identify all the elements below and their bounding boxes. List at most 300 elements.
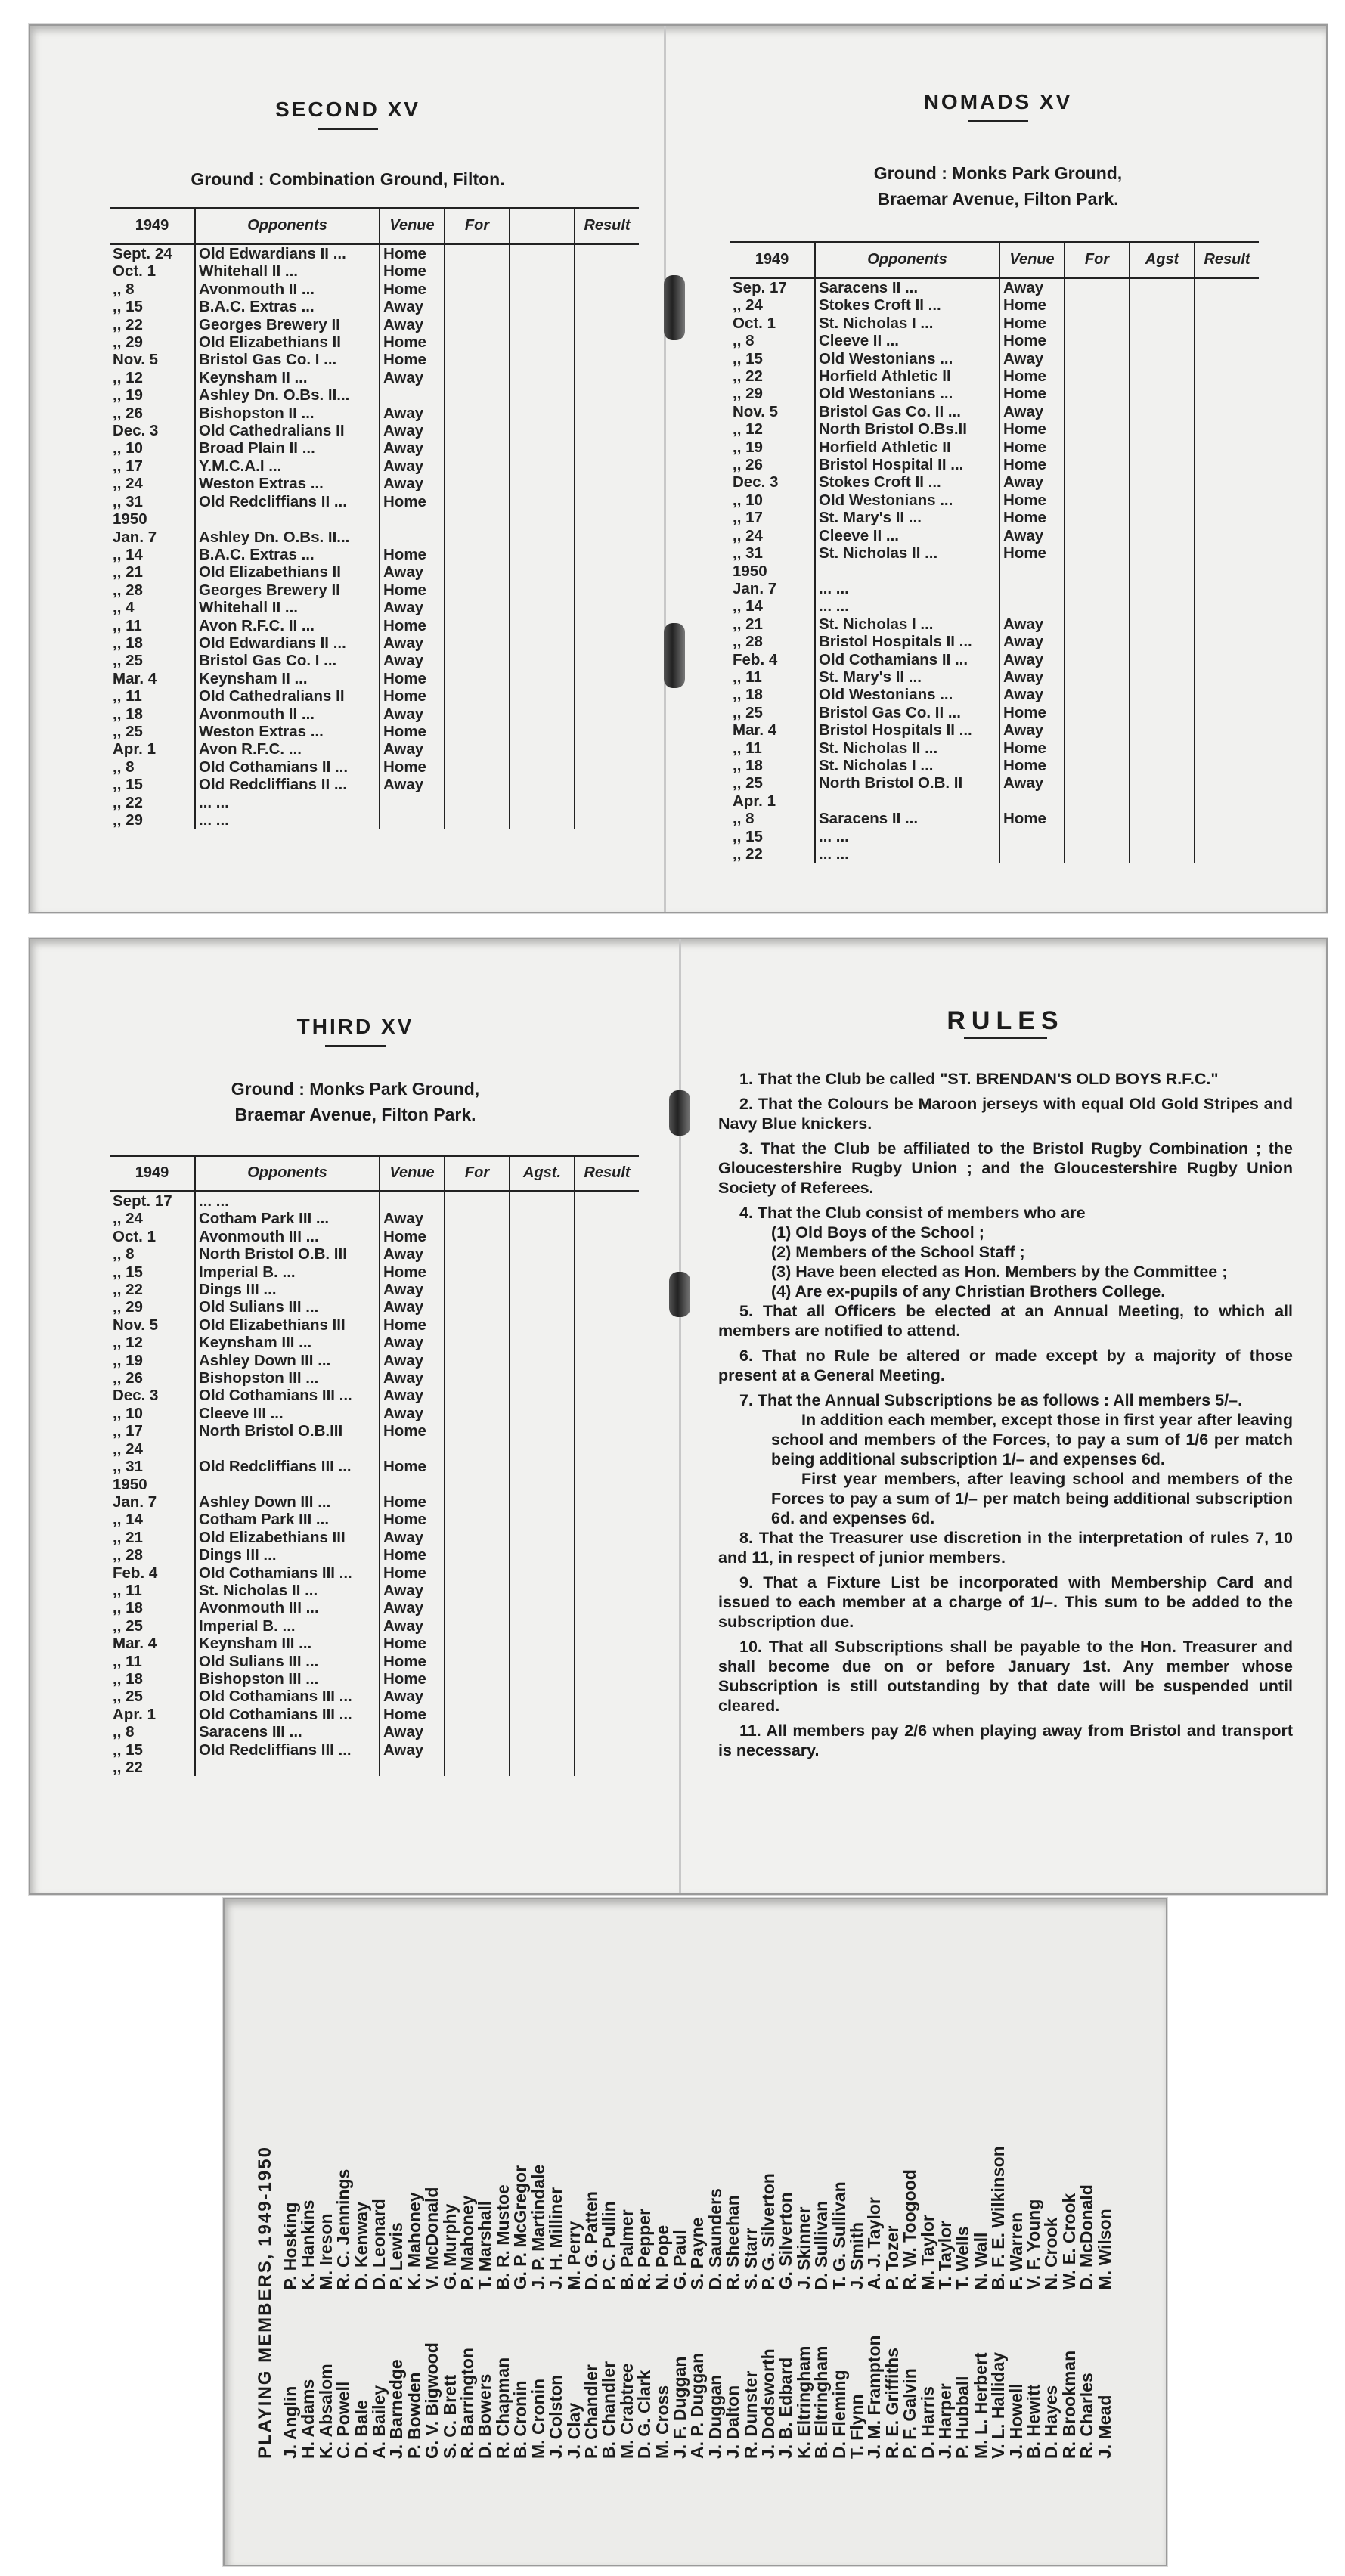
opponent-cell: St. Nicholas II ...	[195, 1582, 380, 1599]
empty-cell	[510, 1493, 575, 1511]
table-row	[110, 1440, 639, 1458]
table-row	[110, 1529, 639, 1546]
empty-cell	[1065, 456, 1130, 473]
table-row	[730, 420, 1259, 438]
column-header: Venue	[999, 243, 1065, 278]
opponent-cell: Old Cathedralians II	[195, 687, 380, 705]
rule-item: 3. That the Club be affiliated to the Bristol Rugby Combination ; the Gloucestershire Rugby Union ; and the Gloucestershire Rugby Union Society of Referees.	[718, 1139, 1293, 1197]
empty-cell	[1130, 615, 1195, 633]
venue-cell: Away	[999, 278, 1065, 297]
empty-cell	[510, 1653, 575, 1670]
section-title: NOMADS XV	[923, 90, 1073, 113]
empty-cell	[575, 1352, 639, 1369]
venue-cell: Away	[999, 615, 1065, 633]
venue-cell	[380, 386, 445, 404]
opponent-cell: St. Nicholas I ...	[815, 315, 999, 332]
member-name: N. Crook	[1041, 2217, 1061, 2290]
member-name: V. L. Halliday	[988, 2351, 1009, 2459]
table-row	[110, 599, 639, 616]
empty-cell	[1195, 686, 1259, 703]
date-cell: Jan. 7	[113, 528, 157, 546]
table-row	[110, 776, 639, 793]
empty-cell	[445, 1564, 510, 1582]
empty-cell	[575, 705, 639, 723]
opponent-cell: Whitehall II ...	[195, 599, 380, 616]
opponent-cell: Bishopston III ...	[195, 1670, 380, 1688]
empty-cell	[1130, 580, 1195, 597]
table-row	[110, 298, 639, 315]
empty-cell	[1130, 332, 1195, 349]
empty-cell	[510, 1458, 575, 1475]
venue-cell: Home	[380, 333, 445, 351]
empty-cell	[1065, 296, 1130, 314]
empty-cell	[445, 422, 510, 439]
empty-cell	[575, 1228, 639, 1245]
rule-subitem: (3) Have been elected as Hon. Members by the Committee ;	[771, 1263, 1228, 1281]
column-header: Result	[575, 209, 639, 244]
table-row	[730, 473, 1259, 491]
venue-cell: Away	[999, 721, 1065, 739]
venue-cell: Home	[380, 1263, 445, 1281]
opponent-cell: North Bristol O.B. III	[195, 1245, 380, 1263]
empty-cell	[1195, 651, 1259, 668]
empty-cell	[575, 386, 639, 404]
venue-cell: Away	[380, 439, 445, 457]
empty-cell	[575, 1192, 639, 1211]
opponent-cell: Dings III ...	[195, 1546, 380, 1564]
member-name: R. Dunster	[740, 2370, 761, 2459]
member-name: T. Flynn	[847, 2394, 866, 2459]
opponent-cell: Old Elizabethians II	[195, 563, 380, 581]
empty-cell	[445, 776, 510, 793]
date-cell: ,, 10	[113, 1404, 143, 1422]
venue-cell	[380, 1440, 445, 1458]
empty-cell	[510, 1369, 575, 1387]
empty-cell	[1065, 845, 1130, 863]
venue-cell	[380, 811, 445, 829]
opponent-cell: ... ...	[815, 845, 999, 863]
venue-cell: Away	[380, 563, 445, 581]
date-cell: ,, 14	[113, 545, 143, 563]
date-cell: ,, 18	[113, 1669, 143, 1688]
venue-cell: Home	[380, 1653, 445, 1670]
empty-cell	[575, 351, 639, 368]
empty-cell	[1130, 385, 1195, 402]
venue-cell: Away	[380, 1210, 445, 1227]
rules-title: RULES	[947, 1006, 1065, 1035]
empty-cell	[1130, 527, 1195, 544]
table-header-row	[110, 1156, 639, 1192]
member-name: R. Charles	[1077, 2373, 1097, 2459]
date-cell: ,, 11	[113, 616, 142, 634]
empty-cell	[575, 1599, 639, 1617]
opponent-cell: Cleeve II ...	[815, 527, 999, 544]
empty-cell	[1130, 792, 1195, 810]
empty-cell	[1195, 757, 1259, 774]
venue-cell: Away	[380, 1405, 445, 1422]
date-cell: ,, 22	[733, 845, 763, 863]
date-cell: Sept. 24	[113, 245, 172, 262]
member-name: M. L. Herbert	[970, 2352, 990, 2459]
venue-cell: Away	[380, 1723, 445, 1741]
empty-cell	[575, 546, 639, 563]
date-cell: ,, 11	[113, 687, 142, 705]
table-row	[730, 739, 1259, 757]
table-row	[110, 1458, 639, 1475]
table-row	[730, 385, 1259, 402]
member-name: V. F. Young	[1024, 2199, 1044, 2290]
opponent-cell: Imperial B. ...	[195, 1263, 380, 1281]
column-header: 1949	[730, 243, 815, 278]
table-row	[730, 686, 1259, 703]
rule-subitem: (4) Are ex-pupils of any Christian Brothers College.	[771, 1282, 1166, 1300]
date-cell: 1950	[113, 510, 147, 529]
empty-cell	[575, 670, 639, 687]
venue-cell: Home	[380, 1564, 445, 1582]
date-cell: ,, 12	[113, 1334, 143, 1352]
date-cell: Nov. 5	[733, 402, 778, 420]
empty-cell	[1065, 439, 1130, 456]
table-row	[110, 1635, 639, 1652]
venue-cell	[380, 510, 445, 528]
empty-cell	[1195, 420, 1259, 438]
member-name: D. Hayes	[1041, 2385, 1061, 2459]
empty-cell	[510, 1334, 575, 1351]
date-cell: ,, 15	[113, 298, 143, 316]
empty-cell	[575, 1582, 639, 1599]
opponent-cell: Ashley Down III ...	[195, 1352, 380, 1369]
opponent-cell: North Bristol O.B. II	[815, 774, 999, 792]
empty-cell	[575, 405, 639, 422]
empty-cell	[1130, 563, 1195, 580]
venue-cell: Away	[380, 1387, 445, 1404]
date-cell: ,, 28	[733, 633, 763, 651]
member-name: N. Pope	[652, 2224, 672, 2290]
member-name: A. Bailey	[369, 2385, 389, 2459]
empty-cell	[1195, 739, 1259, 757]
empty-cell	[1130, 456, 1195, 473]
empty-cell	[1065, 527, 1130, 544]
table-row	[730, 704, 1259, 721]
member-name: J. Smith	[847, 2221, 866, 2290]
empty-cell	[1130, 509, 1195, 526]
empty-cell	[575, 298, 639, 315]
venue-cell: Away	[380, 316, 445, 333]
empty-cell	[575, 1281, 639, 1298]
column-header: For	[1065, 243, 1130, 278]
member-name: M. Cronin	[528, 2378, 548, 2459]
empty-cell	[510, 1564, 575, 1582]
venue-cell: Home	[380, 1706, 445, 1723]
member-name: M. Perry	[563, 2221, 584, 2290]
date-cell: Dec. 3	[733, 473, 779, 491]
venue-cell	[380, 529, 445, 546]
opponent-cell: St. Mary's II ...	[815, 668, 999, 686]
member-name: H. Adams	[298, 2379, 318, 2459]
empty-cell	[1065, 597, 1130, 615]
opponent-cell: Georges Brewery II	[195, 316, 380, 333]
empty-cell	[445, 298, 510, 315]
empty-cell	[1195, 597, 1259, 615]
empty-cell	[1195, 845, 1259, 863]
empty-cell	[1130, 651, 1195, 668]
ground-line: Braemar Avenue, Filton Park.	[877, 189, 1119, 209]
empty-cell	[510, 493, 575, 510]
date-cell: ,, 8	[113, 280, 135, 298]
member-name: G. Silverton	[776, 2192, 796, 2290]
empty-cell	[1130, 350, 1195, 367]
playing-members-page	[223, 1898, 1167, 2566]
date-cell: 1950	[113, 1475, 147, 1493]
date-cell: ,, 19	[733, 438, 763, 456]
rules-section	[718, 1006, 1293, 1765]
date-cell: ,, 22	[113, 1759, 143, 1776]
table-row	[110, 1228, 639, 1245]
member-name: G. Paul	[669, 2230, 690, 2290]
opponent-cell: Georges Brewery II	[195, 581, 380, 599]
opponent-cell: Ashley Dn. O.Bs. II...	[195, 529, 380, 546]
member-name: N. Wall	[970, 2232, 990, 2290]
member-name: J. Skinner	[793, 2206, 814, 2290]
table-header-row	[110, 209, 639, 244]
table-row	[730, 615, 1259, 633]
empty-cell	[575, 794, 639, 811]
empty-cell	[510, 1582, 575, 1599]
empty-cell	[1195, 456, 1259, 473]
venue-cell: Home	[999, 420, 1065, 438]
empty-cell	[445, 617, 510, 634]
date-cell: Jan. 7	[733, 579, 777, 597]
table-row	[110, 1653, 639, 1670]
empty-cell	[575, 1546, 639, 1564]
empty-cell	[1195, 332, 1259, 349]
empty-cell	[445, 634, 510, 652]
opponent-cell: Bishopston II ...	[195, 405, 380, 422]
member-name: K. Mahoney	[404, 2192, 424, 2290]
opponent-cell: ... ...	[195, 1192, 380, 1211]
table-row	[110, 1316, 639, 1334]
opponent-cell: North Bristol O.B.III	[195, 1422, 380, 1440]
member-name: R. W. Toogood	[900, 2169, 920, 2290]
venue-cell: Home	[380, 262, 445, 280]
empty-cell	[575, 1369, 639, 1387]
member-name: D. Bowers	[475, 2373, 495, 2459]
opponent-cell: Ashley Down III ...	[195, 1493, 380, 1511]
date-cell: Apr. 1	[113, 1705, 156, 1723]
opponent-cell: ... ...	[815, 597, 999, 615]
empty-cell	[1195, 315, 1259, 332]
empty-cell	[1065, 739, 1130, 757]
venue-cell: Away	[380, 1741, 445, 1759]
empty-cell	[575, 723, 639, 740]
date-cell: ,, 18	[733, 756, 763, 774]
table-row	[110, 1564, 639, 1582]
table-row	[110, 1688, 639, 1705]
empty-cell	[510, 1670, 575, 1688]
member-name: J. Harper	[935, 2383, 956, 2459]
date-cell: ,, 11	[733, 739, 762, 757]
empty-cell	[1065, 563, 1130, 580]
member-name: K. Absalom	[315, 2364, 336, 2459]
date-cell: ,, 24	[733, 296, 763, 315]
table-row	[110, 351, 639, 368]
table-row	[110, 1334, 639, 1351]
venue-cell: Away	[380, 1281, 445, 1298]
venue-cell: Home	[380, 1493, 445, 1511]
staple	[669, 1272, 690, 1317]
third-xv-page	[53, 1015, 658, 1127]
table-row	[110, 1546, 639, 1564]
opponent-cell: Ashley Dn. O.Bs. II...	[195, 386, 380, 404]
date-cell: ,, 29	[113, 811, 143, 829]
empty-cell	[1065, 615, 1130, 633]
table-row	[110, 1369, 639, 1387]
table-row	[730, 350, 1259, 367]
empty-cell	[445, 1298, 510, 1316]
venue-cell: Home	[999, 757, 1065, 774]
member-name: P. Tozer	[882, 2225, 902, 2290]
table-row	[730, 828, 1259, 845]
empty-cell	[575, 776, 639, 793]
empty-cell	[575, 281, 639, 298]
date-cell: ,, 25	[113, 1617, 143, 1635]
venue-cell: Away	[380, 705, 445, 723]
empty-cell	[1065, 420, 1130, 438]
member-name: T. Marshall	[475, 2200, 495, 2290]
fixtures-table	[730, 241, 1259, 863]
empty-cell	[575, 617, 639, 634]
empty-cell	[510, 1263, 575, 1281]
empty-cell	[445, 1281, 510, 1298]
opponent-cell: ... ...	[815, 580, 999, 597]
empty-cell	[445, 1263, 510, 1281]
opponent-cell: Old Redcliffians II ...	[195, 493, 380, 510]
date-cell: ,, 25	[733, 774, 763, 792]
venue-cell: Away	[380, 1298, 445, 1316]
empty-cell	[1065, 792, 1130, 810]
opponent-cell: Bristol Gas Co. II ...	[815, 403, 999, 420]
empty-cell	[1130, 810, 1195, 827]
table-row	[730, 278, 1259, 297]
member-name: R. E. Griffiths	[882, 2348, 902, 2459]
member-name: B. Palmer	[616, 2209, 637, 2290]
member-name: P. Hubball	[953, 2376, 973, 2459]
empty-cell	[510, 776, 575, 793]
empty-cell	[510, 1440, 575, 1458]
empty-cell	[510, 758, 575, 776]
empty-cell	[445, 546, 510, 563]
empty-cell	[1130, 739, 1195, 757]
date-cell: ,, 10	[733, 491, 763, 509]
opponent-cell: Dings III ...	[195, 1281, 380, 1298]
table-row	[110, 811, 639, 829]
empty-cell	[575, 1245, 639, 1263]
empty-cell	[575, 1458, 639, 1475]
empty-cell	[510, 1422, 575, 1440]
empty-cell	[510, 723, 575, 740]
member-name: C. Powell	[333, 2381, 354, 2459]
venue-cell: Away	[380, 1369, 445, 1387]
empty-cell	[575, 369, 639, 386]
empty-cell	[510, 687, 575, 705]
venue-cell: Away	[380, 599, 445, 616]
member-name: B. R. Mustoe	[492, 2184, 513, 2290]
opponent-cell	[815, 792, 999, 810]
member-name: R. Barrington	[457, 2348, 478, 2459]
date-cell: ,, 14	[113, 1511, 143, 1529]
rule-item: 2. That the Colours be Maroon jerseys with equal Old Gold Stripes and Navy Blue knickers.	[718, 1095, 1293, 1133]
opponent-cell: Old Redcliffians III ...	[195, 1741, 380, 1759]
empty-cell	[1130, 597, 1195, 615]
venue-cell: Away	[380, 405, 445, 422]
empty-cell	[1065, 332, 1130, 349]
venue-cell: Home	[999, 491, 1065, 509]
table-row	[110, 1493, 639, 1511]
empty-cell	[510, 475, 575, 492]
venue-cell: Home	[380, 1422, 445, 1440]
date-cell: Apr. 1	[113, 740, 156, 758]
empty-cell	[445, 670, 510, 687]
date-cell: ,, 29	[113, 1298, 143, 1316]
opponent-cell: ... ...	[195, 794, 380, 811]
empty-cell	[445, 1476, 510, 1493]
venue-cell: Home	[380, 687, 445, 705]
title-underline	[964, 1037, 1047, 1039]
empty-cell	[1065, 651, 1130, 668]
table-row	[110, 1599, 639, 1617]
opponent-cell: Broad Plain II ...	[195, 439, 380, 457]
column-header: Opponents	[195, 209, 380, 244]
empty-cell	[575, 563, 639, 581]
empty-cell	[445, 369, 510, 386]
empty-cell	[510, 617, 575, 634]
rule-item: 8. That the Treasurer use discretion in the interpretation of rules 7, 10 and 11, in respect of junior members.	[718, 1529, 1293, 1567]
venue-cell: Home	[999, 385, 1065, 402]
table-row	[110, 1670, 639, 1688]
venue-cell: Away	[999, 633, 1065, 650]
opponent-cell	[195, 1476, 380, 1493]
empty-cell	[1130, 721, 1195, 739]
date-cell: ,, 28	[113, 1546, 143, 1564]
empty-cell	[445, 333, 510, 351]
date-cell: ,, 15	[733, 349, 763, 367]
empty-cell	[445, 723, 510, 740]
column-header: 1949	[110, 209, 195, 244]
empty-cell	[510, 1387, 575, 1404]
empty-cell	[1065, 668, 1130, 686]
empty-cell	[445, 1529, 510, 1546]
empty-cell	[575, 634, 639, 652]
empty-cell	[510, 1245, 575, 1263]
empty-cell	[1195, 615, 1259, 633]
empty-cell	[445, 1316, 510, 1334]
empty-cell	[510, 1192, 575, 1211]
venue-cell: Away	[999, 350, 1065, 367]
empty-cell	[1195, 563, 1259, 580]
empty-cell	[445, 1228, 510, 1245]
date-cell: ,, 24	[113, 1440, 143, 1458]
empty-cell	[510, 599, 575, 616]
member-name: J. Howell	[1006, 2383, 1026, 2459]
rule-paragraph: First year members, after leaving school and members of the Forces to pay a sum of 1/– per match being additional subscription 6d. and expenses 6d.	[771, 1470, 1293, 1527]
empty-cell	[510, 510, 575, 528]
empty-cell	[510, 1352, 575, 1369]
table-row	[110, 1582, 639, 1599]
empty-cell	[510, 740, 575, 758]
column-header: Result	[575, 1156, 639, 1192]
venue-cell: Home	[380, 1635, 445, 1652]
table-row	[110, 1210, 639, 1227]
